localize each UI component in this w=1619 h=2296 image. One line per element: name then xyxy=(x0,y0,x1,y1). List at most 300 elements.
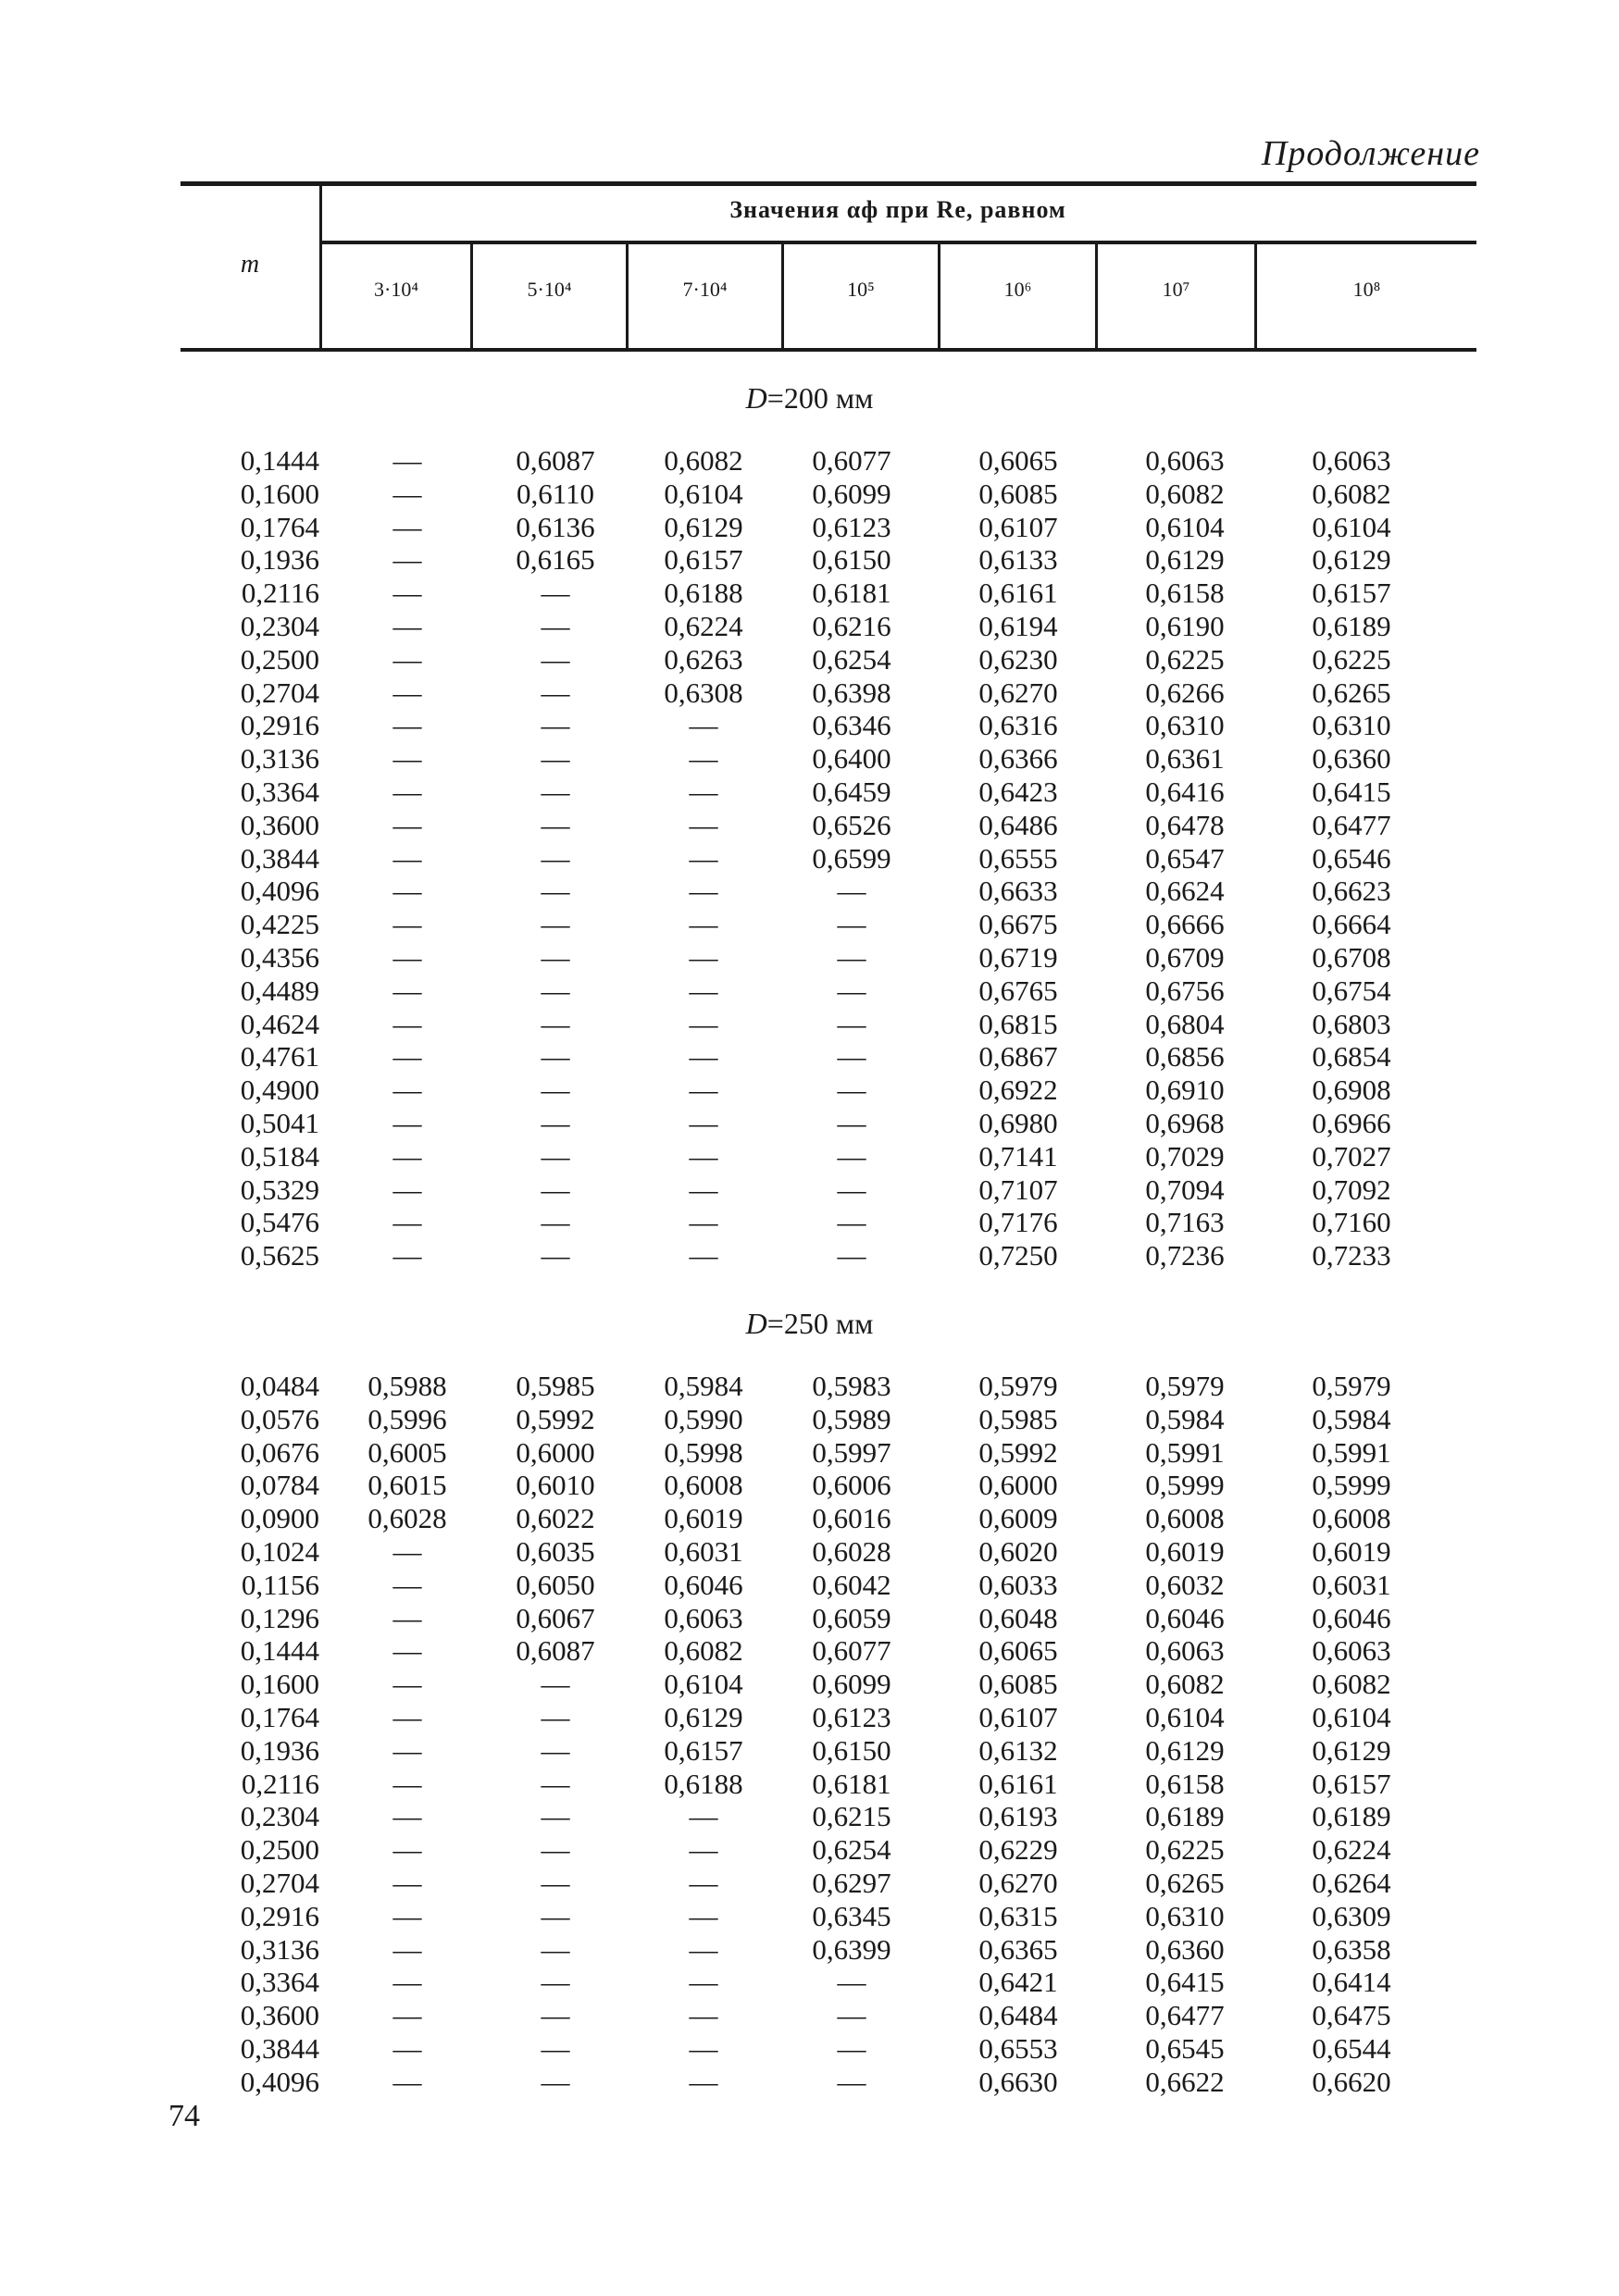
alpha-value-cell: — xyxy=(837,2032,866,2065)
alpha-value-cell: — xyxy=(392,1701,422,1733)
alpha-value-cell: 0,5991 xyxy=(1312,1435,1391,1469)
table-row xyxy=(0,742,1619,776)
alpha-value-cell: — xyxy=(541,875,570,908)
alpha-value-cell: 0,6477 xyxy=(1312,808,1391,841)
alpha-value-cell: 0,6059 xyxy=(812,1601,891,1634)
alpha-value-cell: 0,6346 xyxy=(812,709,891,742)
alpha-value-cell: — xyxy=(689,1107,718,1139)
alpha-value-cell: 0,6270 xyxy=(978,1867,1058,1899)
re-column-header: 10⁷ xyxy=(1162,278,1190,301)
alpha-value-cell: 0,6048 xyxy=(978,1601,1058,1634)
alpha-value-cell: — xyxy=(689,908,718,941)
alpha-value-cell: — xyxy=(541,642,570,676)
alpha-value-cell: 0,6189 xyxy=(1312,1800,1391,1833)
alpha-value-cell: — xyxy=(541,1800,570,1833)
alpha-value-cell: 0,5984 xyxy=(1312,1402,1391,1435)
alpha-value-cell: 0,6082 xyxy=(1312,477,1391,510)
alpha-value-cell: — xyxy=(541,2032,570,2065)
alpha-value-cell: 0,7027 xyxy=(1312,1139,1391,1173)
alpha-value-cell: 0,6008 xyxy=(1312,1502,1391,1535)
alpha-value-cell: 0,6544 xyxy=(1312,2032,1391,2065)
alpha-value-cell: 0,6415 xyxy=(1312,776,1391,808)
table-row xyxy=(0,1074,1619,1107)
alpha-value-cell: — xyxy=(541,1767,570,1800)
alpha-value-cell: 0,6263 xyxy=(664,642,743,676)
alpha-value-cell: — xyxy=(392,1139,422,1173)
alpha-value-cell: — xyxy=(837,1966,866,1999)
alpha-value-cell: — xyxy=(541,1867,570,1899)
alpha-value-cell: — xyxy=(837,1107,866,1139)
alpha-value-cell: — xyxy=(392,841,422,875)
alpha-value-cell: 0,6000 xyxy=(516,1435,595,1469)
alpha-value-cell: — xyxy=(689,1899,718,1932)
alpha-value-cell: 0,6104 xyxy=(1145,1701,1225,1733)
alpha-value-cell: 0,6478 xyxy=(1145,808,1225,841)
alpha-value-cell: 0,6310 xyxy=(1145,709,1225,742)
alpha-value-cell: 0,6157 xyxy=(1312,577,1391,610)
alpha-value-cell: 0,6157 xyxy=(664,543,743,577)
alpha-value-cell: — xyxy=(392,1239,422,1272)
alpha-value-cell: 0,7029 xyxy=(1145,1139,1225,1173)
table-row xyxy=(0,1370,1619,1403)
section-title: D=200 мм xyxy=(745,381,874,415)
re-column-header: 10⁵ xyxy=(847,278,875,301)
alpha-value-cell: 0,6063 xyxy=(1145,1634,1225,1668)
alpha-value-cell: 0,6664 xyxy=(1312,908,1391,941)
alpha-value-cell: 0,6708 xyxy=(1312,941,1391,974)
alpha-value-cell: — xyxy=(689,875,718,908)
table-row xyxy=(0,444,1619,478)
alpha-value-cell: 0,6867 xyxy=(978,1040,1058,1074)
alpha-value-cell: — xyxy=(541,742,570,776)
alpha-value-cell: 0,6065 xyxy=(978,444,1058,477)
alpha-value-cell: 0,6803 xyxy=(1312,1007,1391,1040)
alpha-value-cell: 0,6077 xyxy=(812,444,891,477)
m-value-cell: 0,0676 xyxy=(240,1435,319,1469)
alpha-value-cell: — xyxy=(689,941,718,974)
alpha-value-cell: — xyxy=(689,1206,718,1239)
m-value-cell: 0,2304 xyxy=(240,610,319,642)
alpha-value-cell: 0,6035 xyxy=(516,1535,595,1568)
alpha-value-cell: 0,6230 xyxy=(978,642,1058,676)
m-value-cell: 0,1764 xyxy=(240,510,319,543)
alpha-value-cell: 0,6063 xyxy=(1312,1634,1391,1668)
alpha-value-cell: 0,6459 xyxy=(812,776,891,808)
alpha-value-cell: 0,6129 xyxy=(664,510,743,543)
alpha-value-cell: 0,6194 xyxy=(978,610,1058,642)
alpha-value-cell: — xyxy=(689,974,718,1007)
alpha-value-cell: 0,6015 xyxy=(367,1469,447,1502)
alpha-value-cell: — xyxy=(689,1139,718,1173)
alpha-value-cell: 0,6254 xyxy=(812,642,891,676)
m-value-cell: 0,0576 xyxy=(240,1402,319,1435)
alpha-value-cell: 0,6085 xyxy=(978,1668,1058,1701)
m-value-cell: 0,1764 xyxy=(240,1701,319,1733)
alpha-value-cell: 0,6085 xyxy=(978,477,1058,510)
alpha-value-cell: — xyxy=(837,2065,866,2098)
alpha-value-cell: 0,6310 xyxy=(1312,709,1391,742)
alpha-value-cell: 0,6104 xyxy=(664,477,743,510)
table-row xyxy=(0,1800,1619,1833)
alpha-value-cell: — xyxy=(541,1833,570,1867)
alpha-value-cell: 0,6416 xyxy=(1145,776,1225,808)
alpha-value-cell: 0,6414 xyxy=(1312,1966,1391,1999)
alpha-value-cell: 0,6216 xyxy=(812,610,891,642)
alpha-value-cell: 0,6129 xyxy=(1145,1733,1225,1767)
table-row xyxy=(0,1107,1619,1140)
alpha-value-cell: 0,6063 xyxy=(1145,444,1225,477)
alpha-value-cell: — xyxy=(541,1668,570,1701)
m-value-cell: 0,5329 xyxy=(240,1173,319,1206)
alpha-value-cell: 0,6005 xyxy=(367,1435,447,1469)
alpha-value-cell: 0,6908 xyxy=(1312,1074,1391,1107)
alpha-value-cell: 0,6161 xyxy=(978,577,1058,610)
alpha-value-cell: — xyxy=(392,908,422,941)
alpha-value-cell: — xyxy=(392,510,422,543)
alpha-value-cell: 0,6133 xyxy=(978,543,1058,577)
alpha-value-cell: 0,6633 xyxy=(978,875,1058,908)
alpha-value-cell: 0,6087 xyxy=(516,444,595,477)
alpha-value-cell: — xyxy=(392,1535,422,1568)
m-value-cell: 0,3136 xyxy=(240,742,319,776)
table-row xyxy=(0,1535,1619,1569)
alpha-value-cell: — xyxy=(541,1932,570,1966)
alpha-value-cell: 0,5992 xyxy=(978,1435,1058,1469)
alpha-value-cell: 0,6922 xyxy=(978,1074,1058,1107)
table-row xyxy=(0,1569,1619,1602)
m-value-cell: 0,2916 xyxy=(240,1899,319,1932)
alpha-value-cell: 0,6225 xyxy=(1145,642,1225,676)
alpha-value-cell: 0,6421 xyxy=(978,1966,1058,1999)
alpha-value-cell: — xyxy=(689,2065,718,2098)
alpha-value-cell: 0,6022 xyxy=(516,1502,595,1535)
re-column-header: 5·10⁴ xyxy=(527,278,572,301)
alpha-value-cell: 0,5985 xyxy=(978,1402,1058,1435)
table-row xyxy=(0,610,1619,643)
alpha-value-cell: — xyxy=(541,776,570,808)
alpha-value-cell: — xyxy=(392,1767,422,1800)
alpha-value-cell: 0,6968 xyxy=(1145,1107,1225,1139)
alpha-value-cell: 0,7250 xyxy=(978,1239,1058,1272)
alpha-value-cell: 0,6065 xyxy=(978,1634,1058,1668)
alpha-value-cell: 0,6028 xyxy=(367,1502,447,1535)
alpha-value-cell: 0,6415 xyxy=(1145,1966,1225,1999)
alpha-value-cell: 0,6361 xyxy=(1145,742,1225,776)
alpha-value-cell: — xyxy=(392,1074,422,1107)
alpha-value-cell: 0,6132 xyxy=(978,1733,1058,1767)
m-value-cell: 0,2704 xyxy=(240,676,319,709)
alpha-value-cell: 0,6129 xyxy=(1312,1733,1391,1767)
alpha-value-cell: — xyxy=(837,974,866,1007)
alpha-value-cell: 0,7107 xyxy=(978,1173,1058,1206)
alpha-value-cell: 0,7094 xyxy=(1145,1173,1225,1206)
table-row xyxy=(0,842,1619,875)
header-group-rule xyxy=(319,241,1476,244)
alpha-value-cell: — xyxy=(541,1899,570,1932)
alpha-value-cell: 0,6254 xyxy=(812,1833,891,1867)
alpha-value-cell: 0,6719 xyxy=(978,941,1058,974)
alpha-value-cell: — xyxy=(392,974,422,1007)
m-value-cell: 0,1024 xyxy=(240,1535,319,1568)
alpha-value-cell: — xyxy=(541,676,570,709)
m-value-cell: 0,3600 xyxy=(240,1999,319,2032)
alpha-value-cell: 0,6020 xyxy=(978,1535,1058,1568)
table-row xyxy=(0,1008,1619,1041)
alpha-value-cell: — xyxy=(837,908,866,941)
alpha-value-cell: 0,6345 xyxy=(812,1899,891,1932)
alpha-value-cell: 0,6754 xyxy=(1312,974,1391,1007)
table-row xyxy=(0,511,1619,544)
m-value-cell: 0,3364 xyxy=(240,1966,319,1999)
alpha-value-cell: 0,6315 xyxy=(978,1899,1058,1932)
alpha-value-cell: 0,5979 xyxy=(1145,1370,1225,1402)
alpha-value-cell: 0,6756 xyxy=(1145,974,1225,1007)
alpha-value-cell: 0,5999 xyxy=(1145,1469,1225,1502)
alpha-value-cell: 0,5985 xyxy=(516,1370,595,1402)
alpha-value-cell: 0,6309 xyxy=(1312,1899,1391,1932)
m-value-cell: 0,2116 xyxy=(241,1767,319,1800)
alpha-value-cell: 0,5992 xyxy=(516,1402,595,1435)
alpha-value-cell: — xyxy=(392,2065,422,2098)
m-value-cell: 0,1296 xyxy=(240,1601,319,1634)
alpha-value-cell: — xyxy=(689,1040,718,1074)
alpha-value-cell: 0,6181 xyxy=(812,577,891,610)
alpha-value-cell: — xyxy=(541,1966,570,1999)
alpha-value-cell: 0,6854 xyxy=(1312,1040,1391,1074)
alpha-value-cell: 0,6623 xyxy=(1312,875,1391,908)
table-row xyxy=(0,643,1619,676)
table-row xyxy=(0,1900,1619,1933)
m-value-cell: 0,1600 xyxy=(240,477,319,510)
alpha-value-cell: 0,6358 xyxy=(1312,1932,1391,1966)
alpha-value-cell: 0,7141 xyxy=(978,1139,1058,1173)
table-row xyxy=(0,1999,1619,2032)
alpha-value-cell: — xyxy=(541,941,570,974)
alpha-value-cell: — xyxy=(541,1701,570,1733)
table-row xyxy=(0,709,1619,742)
alpha-value-cell: 0,6545 xyxy=(1145,2032,1225,2065)
alpha-value-cell: — xyxy=(689,1239,718,1272)
m-value-cell: 0,0784 xyxy=(240,1469,319,1502)
section-title: D=250 мм xyxy=(745,1307,874,1340)
alpha-value-cell: 0,6123 xyxy=(812,510,891,543)
m-value-cell: 0,3844 xyxy=(240,841,319,875)
alpha-value-cell: — xyxy=(541,709,570,742)
m-value-cell: 0,4761 xyxy=(240,1040,319,1074)
alpha-value-cell: — xyxy=(392,2032,422,2065)
m-value-cell: 0,2304 xyxy=(240,1800,319,1833)
alpha-value-cell: — xyxy=(689,2032,718,2065)
alpha-value-cell: — xyxy=(392,875,422,908)
table-row xyxy=(0,1668,1619,1701)
table-row xyxy=(0,776,1619,809)
alpha-value-cell: 0,5979 xyxy=(1312,1370,1391,1402)
alpha-value-cell: 0,6008 xyxy=(664,1469,743,1502)
alpha-value-cell: 0,6129 xyxy=(1312,543,1391,577)
alpha-value-cell: 0,6087 xyxy=(516,1634,595,1668)
m-value-cell: 0,1600 xyxy=(240,1668,319,1701)
alpha-value-cell: 0,6032 xyxy=(1145,1568,1225,1601)
alpha-value-cell: — xyxy=(392,577,422,610)
header-bottom-rule xyxy=(181,348,1476,352)
alpha-value-cell: 0,6553 xyxy=(978,2032,1058,2065)
alpha-value-cell: — xyxy=(837,1999,866,2032)
alpha-value-cell: 0,6804 xyxy=(1145,1007,1225,1040)
alpha-value-cell: 0,6161 xyxy=(978,1767,1058,1800)
alpha-value-cell: 0,6123 xyxy=(812,1701,891,1733)
alpha-value-cell: 0,6010 xyxy=(516,1469,595,1502)
alpha-value-cell: 0,6031 xyxy=(1312,1568,1391,1601)
alpha-value-cell: — xyxy=(689,1867,718,1899)
alpha-value-cell: 0,6107 xyxy=(978,1701,1058,1733)
alpha-value-cell: 0,7160 xyxy=(1312,1206,1391,1239)
alpha-value-cell: 0,5996 xyxy=(367,1402,447,1435)
alpha-value-cell: 0,6158 xyxy=(1145,577,1225,610)
alpha-value-cell: 0,6229 xyxy=(978,1833,1058,1867)
alpha-value-cell: 0,6225 xyxy=(1312,642,1391,676)
alpha-value-cell: — xyxy=(392,1206,422,1239)
alpha-value-cell: 0,6547 xyxy=(1145,841,1225,875)
alpha-value-cell: — xyxy=(392,1007,422,1040)
alpha-value-cell: — xyxy=(689,776,718,808)
m-value-cell: 0,5625 xyxy=(240,1239,319,1272)
alpha-value-cell: 0,5997 xyxy=(812,1435,891,1469)
alpha-value-cell: 0,6104 xyxy=(1312,1701,1391,1733)
alpha-value-cell: 0,6360 xyxy=(1145,1932,1225,1966)
m-value-cell: 0,0484 xyxy=(240,1370,319,1402)
alpha-value-cell: 0,6104 xyxy=(664,1668,743,1701)
alpha-value-cell: — xyxy=(392,1800,422,1833)
alpha-value-cell: 0,6158 xyxy=(1145,1767,1225,1800)
alpha-value-cell: 0,6264 xyxy=(1312,1867,1391,1899)
alpha-value-cell: — xyxy=(392,1899,422,1932)
alpha-value-cell: — xyxy=(689,1074,718,1107)
m-column-header: m xyxy=(240,250,260,279)
re-column-header: 7·10⁴ xyxy=(682,278,728,301)
alpha-value-cell: — xyxy=(689,1833,718,1867)
alpha-value-cell: — xyxy=(689,1932,718,1966)
re-column-header: 3·10⁴ xyxy=(374,278,418,301)
alpha-value-cell: 0,5990 xyxy=(664,1402,743,1435)
alpha-value-cell: 0,6270 xyxy=(978,676,1058,709)
table-row xyxy=(0,1933,1619,1967)
alpha-value-cell: — xyxy=(392,1601,422,1634)
m-value-cell: 0,3364 xyxy=(240,776,319,808)
alpha-value-cell: 0,6104 xyxy=(1145,510,1225,543)
alpha-value-cell: — xyxy=(541,841,570,875)
alpha-value-cell: — xyxy=(392,1867,422,1899)
alpha-value-cell: — xyxy=(689,1800,718,1833)
alpha-value-cell: 0,6225 xyxy=(1145,1833,1225,1867)
alpha-value-cell: — xyxy=(837,1206,866,1239)
alpha-value-cell: 0,6265 xyxy=(1312,676,1391,709)
alpha-value-cell: — xyxy=(837,1007,866,1040)
alpha-value-cell: 0,6297 xyxy=(812,1867,891,1899)
alpha-value-cell: — xyxy=(541,1733,570,1767)
table-row xyxy=(0,974,1619,1008)
m-value-cell: 0,2704 xyxy=(240,1867,319,1899)
alpha-value-cell: — xyxy=(541,974,570,1007)
alpha-value-cell: 0,6266 xyxy=(1145,676,1225,709)
m-value-cell: 0,1156 xyxy=(241,1568,319,1601)
alpha-value-cell: — xyxy=(392,1040,422,1074)
alpha-value-cell: — xyxy=(689,1173,718,1206)
alpha-value-cell: — xyxy=(392,1568,422,1601)
alpha-value-cell: 0,6856 xyxy=(1145,1040,1225,1074)
alpha-value-cell: 0,5984 xyxy=(1145,1402,1225,1435)
alpha-value-cell: — xyxy=(541,1173,570,1206)
table-row xyxy=(0,875,1619,908)
alpha-value-cell: 0,6046 xyxy=(1312,1601,1391,1634)
alpha-value-cell: 0,6316 xyxy=(978,709,1058,742)
alpha-value-cell: 0,6366 xyxy=(978,742,1058,776)
page-number: 74 xyxy=(168,2099,200,2133)
alpha-value-cell: 0,5999 xyxy=(1312,1469,1391,1502)
re-column-header: 10⁸ xyxy=(1352,278,1381,301)
table-row xyxy=(0,1602,1619,1635)
table-row xyxy=(0,1206,1619,1239)
m-value-cell: 0,4096 xyxy=(240,2065,319,2098)
alpha-value-cell: 0,6181 xyxy=(812,1767,891,1800)
alpha-value-cell: 0,6423 xyxy=(978,776,1058,808)
alpha-value-cell: — xyxy=(541,1999,570,2032)
alpha-value-cell: 0,6484 xyxy=(978,1999,1058,2032)
alpha-value-cell: 0,6310 xyxy=(1145,1899,1225,1932)
alpha-value-cell: 0,6189 xyxy=(1145,1800,1225,1833)
alpha-value-cell: — xyxy=(392,444,422,477)
alpha-value-cell: — xyxy=(837,1173,866,1206)
table-row xyxy=(0,2032,1619,2066)
alpha-value-cell: 0,6477 xyxy=(1145,1999,1225,2032)
alpha-value-cell: 0,6709 xyxy=(1145,941,1225,974)
alpha-value-cell: 0,7236 xyxy=(1145,1239,1225,1272)
table-row xyxy=(0,908,1619,941)
alpha-value-cell: — xyxy=(541,610,570,642)
alpha-value-cell: 0,6599 xyxy=(812,841,891,875)
table-row xyxy=(0,478,1619,511)
m-value-cell: 0,3600 xyxy=(240,808,319,841)
alpha-value-cell: 0,6019 xyxy=(1145,1535,1225,1568)
alpha-value-cell: 0,6620 xyxy=(1312,2065,1391,2098)
table-row xyxy=(0,543,1619,577)
alpha-value-cell: 0,6966 xyxy=(1312,1107,1391,1139)
alpha-value-cell: 0,6082 xyxy=(664,1634,743,1668)
alpha-value-cell: 0,6042 xyxy=(812,1568,891,1601)
alpha-value-cell: — xyxy=(541,1007,570,1040)
alpha-value-cell: 0,6033 xyxy=(978,1568,1058,1601)
alpha-value-cell: 0,6215 xyxy=(812,1800,891,1833)
alpha-value-cell: 0,6000 xyxy=(978,1469,1058,1502)
alpha-value-cell: 0,6526 xyxy=(812,808,891,841)
alpha-value-cell: 0,6188 xyxy=(664,1767,743,1800)
alpha-value-cell: 0,6028 xyxy=(812,1535,891,1568)
alpha-value-cell: — xyxy=(689,1999,718,2032)
m-value-cell: 0,4624 xyxy=(240,1007,319,1040)
alpha-value-cell: 0,6188 xyxy=(664,577,743,610)
alpha-value-cell: 0,6031 xyxy=(664,1535,743,1568)
alpha-value-cell: 0,6224 xyxy=(664,610,743,642)
m-value-cell: 0,2116 xyxy=(241,577,319,610)
m-value-cell: 0,2500 xyxy=(240,642,319,676)
alpha-value-cell: 0,7163 xyxy=(1145,1206,1225,1239)
table-row xyxy=(0,1502,1619,1535)
m-value-cell: 0,2500 xyxy=(240,1833,319,1867)
alpha-value-cell: — xyxy=(392,742,422,776)
alpha-value-cell: 0,6398 xyxy=(812,676,891,709)
alpha-value-cell: 0,6082 xyxy=(1145,1668,1225,1701)
alpha-value-cell: 0,6400 xyxy=(812,742,891,776)
alpha-value-cell: 0,6110 xyxy=(516,477,595,510)
